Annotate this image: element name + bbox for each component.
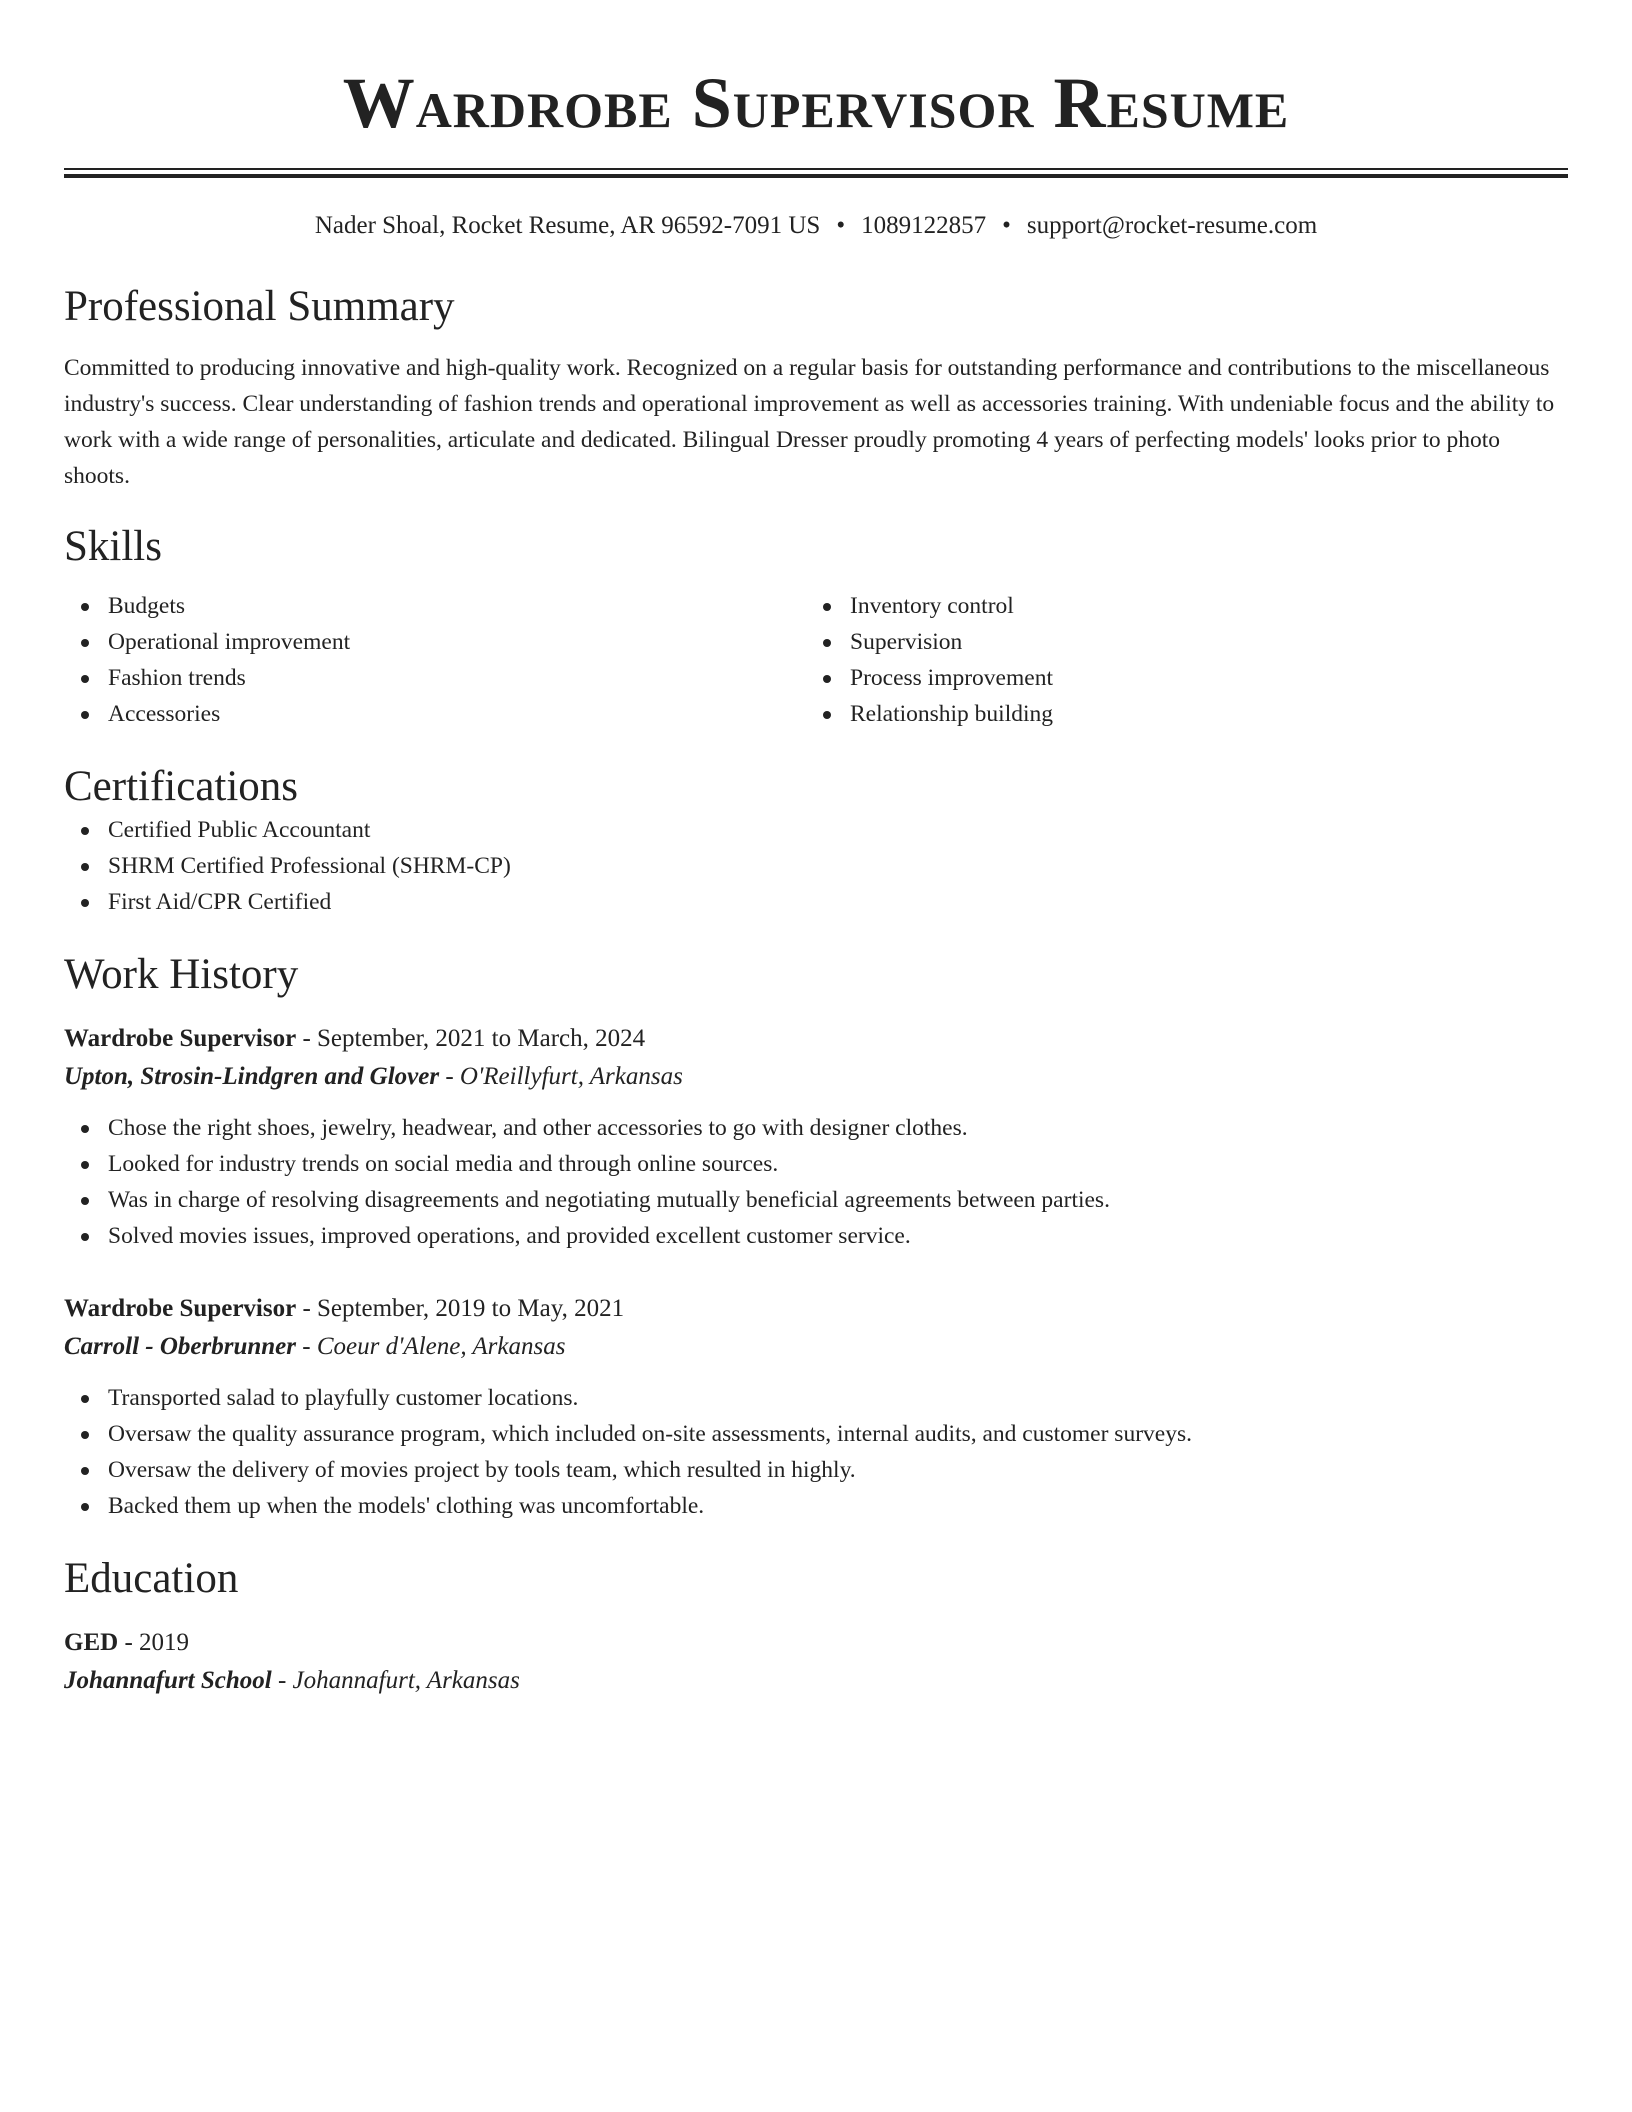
skill-item: Fashion trends — [64, 660, 806, 696]
employer-name: Upton, Strosin-Lindgren and Glover — [64, 1063, 440, 1090]
education-entry — [64, 1624, 1568, 1700]
certification-item: First Aid/CPR Certified — [64, 884, 1568, 920]
skills-heading: Skills — [64, 523, 162, 570]
job-duty-item: Backed them up when the models' clothing was uncomfortable. — [64, 1488, 1568, 1524]
job-title: Wardrobe Supervisor — [64, 1295, 297, 1322]
resume-title: Wardrobe Supervisor Resume — [342, 63, 1290, 143]
certification-item: SHRM Certified Professional (SHRM-CP) — [64, 848, 1568, 884]
skill-item: Accessories — [64, 696, 806, 732]
school-name: Johannafurt School — [64, 1667, 272, 1694]
school-line — [64, 1662, 1568, 1700]
job-duty-item: Solved movies issues, improved operations, and provided excellent customer service. — [64, 1218, 1568, 1254]
contact-email: support@rocket-resume.com — [1026, 212, 1318, 239]
work-history-heading: Work History — [64, 951, 299, 998]
contact-separator: • — [1002, 212, 1011, 239]
skill-item: Relationship building — [806, 696, 1548, 732]
education-heading: Education — [64, 1555, 239, 1602]
job-dates: - September, 2019 to May, 2021 — [296, 1295, 625, 1322]
title-divider — [64, 168, 1568, 178]
employer-line — [64, 1058, 1568, 1096]
degree-name: GED — [64, 1629, 119, 1656]
degree-year: - 2019 — [118, 1629, 190, 1656]
job-duty-item: Oversaw the quality assurance program, which included on-site assessments, internal audits, and customer surveys. — [64, 1416, 1568, 1452]
skill-item: Inventory control — [806, 588, 1548, 624]
employer-line — [64, 1328, 1568, 1366]
job-duty-item: Chose the right shoes, jewelry, headwear, and other accessories to go with designer clothes. — [64, 1110, 1568, 1146]
certifications-heading: Certifications — [64, 763, 299, 810]
job-dates: - September, 2021 to March, 2024 — [296, 1025, 646, 1052]
contact-address: Nader Shoal, Rocket Resume, AR 96592-7091 US — [314, 212, 821, 239]
employer-location: - O'Reillyfurt, Arkansas — [439, 1063, 683, 1090]
summary-text: Committed to producing innovative and high-quality work. Recognized on a regular basis for outstanding performance and contributions to the miscellaneous industry's success. Clear understanding of fashion trends and operational improvement as well as accessories training. With undeniable focus and the ability to work with a wide range of personalities, articulate and dedicated. Bilingual Dresser proudly promoting 4 years of perfecting models' looks prior to photo shoots. — [64, 355, 1555, 489]
skills-list — [64, 588, 1568, 732]
job-duty-item: Oversaw the delivery of movies project by tools team, which resulted in highly. — [64, 1452, 1568, 1488]
degree-line — [64, 1624, 1568, 1662]
job-title-line — [64, 1290, 1568, 1328]
skill-item: Supervision — [806, 624, 1548, 660]
contact-phone: 1089122857 — [861, 212, 987, 239]
skills-column-right — [806, 588, 1548, 732]
job-duty-item: Was in charge of resolving disagreements and negotiating mutually beneficial agreements between parties. — [64, 1182, 1568, 1218]
employer-location: - Coeur d'Alene, Arkansas — [296, 1333, 566, 1360]
job-entry — [64, 1020, 1568, 1254]
school-location: - Johannafurt, Arkansas — [271, 1667, 520, 1694]
summary-heading: Professional Summary — [64, 283, 455, 330]
contact-separator: • — [836, 212, 846, 239]
job-duties — [64, 1380, 1568, 1524]
employer-name: Carroll - Oberbrunner — [64, 1333, 296, 1360]
skill-item: Operational improvement — [64, 624, 806, 660]
certification-item: Certified Public Accountant — [64, 812, 1568, 848]
contact-line — [64, 210, 1568, 242]
certifications-list — [64, 812, 1568, 920]
skill-item: Budgets — [64, 588, 806, 624]
skills-column-left — [64, 588, 806, 732]
skill-item: Process improvement — [806, 660, 1548, 696]
job-duty-item: Transported salad to playfully customer locations. — [64, 1380, 1568, 1416]
job-title-line — [64, 1020, 1568, 1058]
job-duties — [64, 1110, 1568, 1254]
job-entry — [64, 1290, 1568, 1524]
job-title: Wardrobe Supervisor — [64, 1025, 297, 1052]
job-duty-item: Looked for industry trends on social media and through online sources. — [64, 1146, 1568, 1182]
